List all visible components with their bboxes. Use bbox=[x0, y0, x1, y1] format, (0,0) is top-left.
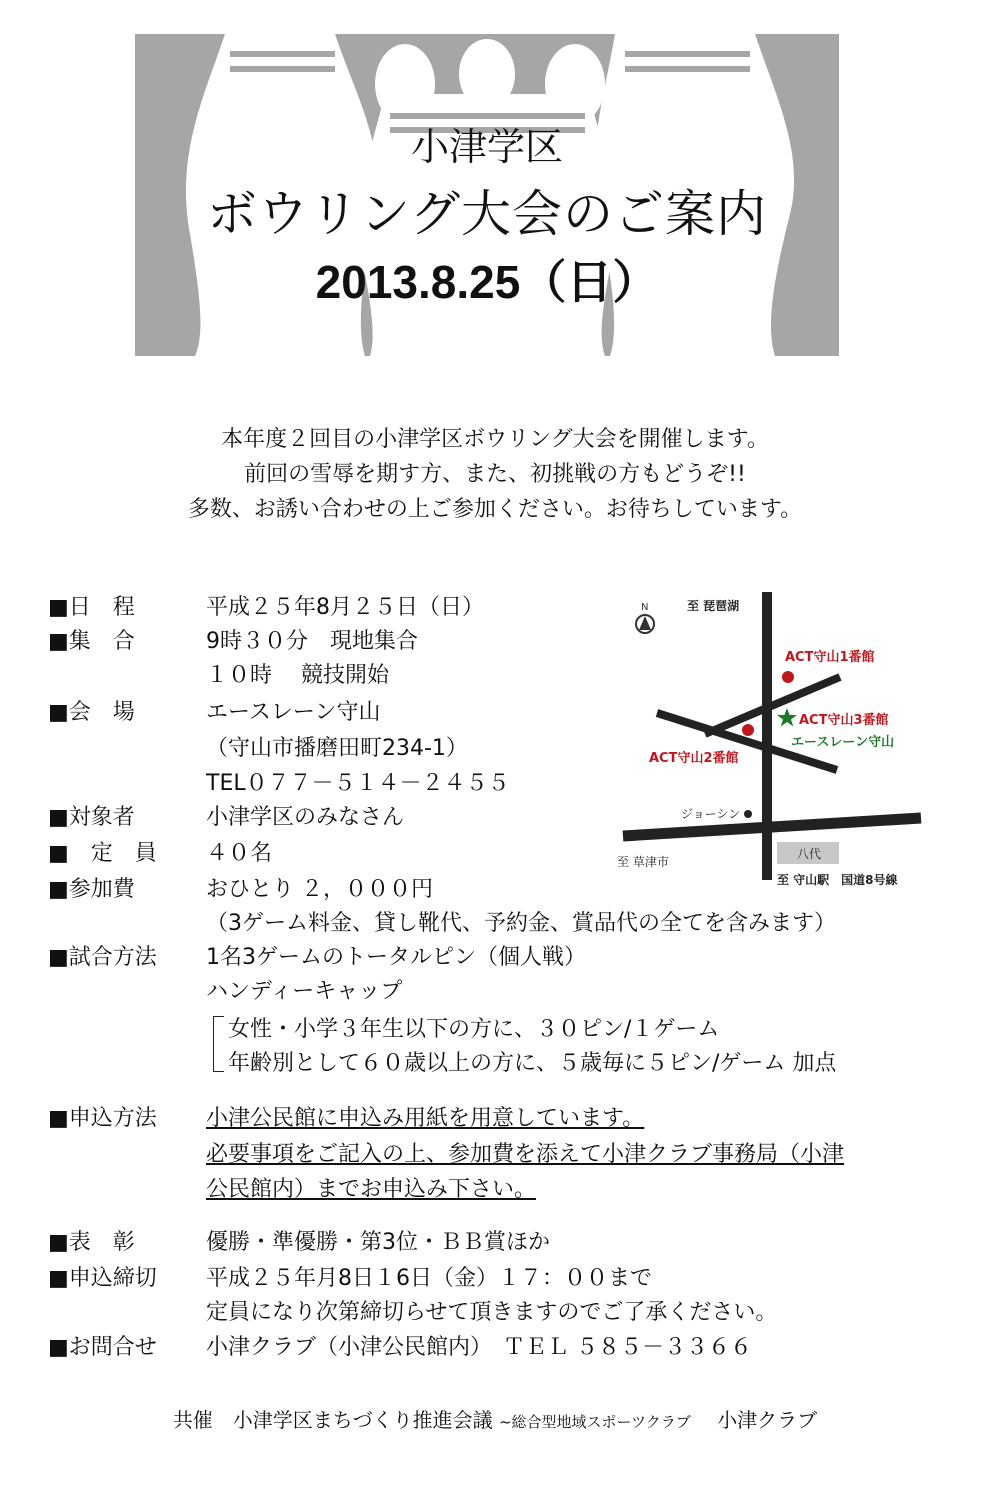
map-act2: ACT守山2番館 bbox=[649, 751, 739, 766]
handicap-title: ハンディーキャップ bbox=[206, 979, 403, 1004]
title-banner bbox=[135, 34, 839, 356]
banner-subtitle: 小津学区 bbox=[410, 125, 563, 169]
map-act3: ACT守山3番館 bbox=[799, 713, 889, 728]
footer-co: 共催 小津学区まちづくり推進会議 bbox=[172, 1408, 493, 1432]
banner-title: ボウリング大会のご案内 bbox=[207, 185, 767, 243]
map-ace-lane: エースレーン守山 bbox=[791, 735, 895, 750]
handicap-rule: 年齢別として６０歳以上の方に、５歳毎に５ピン/ゲーム 加点 bbox=[228, 1051, 837, 1076]
intro-line: 本年度２回目の小津学区ボウリング大会を開催します。 bbox=[221, 427, 769, 452]
joshin-marker-icon bbox=[744, 810, 752, 818]
act2-marker-icon bbox=[742, 724, 754, 736]
footer-sponsors bbox=[0, 1404, 990, 1433]
handicap-bracket bbox=[213, 1016, 224, 1072]
intro-line: 多数、お誘い合わせの上ご参加ください。お待ちしています。 bbox=[187, 497, 803, 522]
gather-label: ■集 合 bbox=[48, 629, 135, 654]
map-to-biwako: 至 琵琶湖 bbox=[687, 599, 740, 613]
star-icon bbox=[777, 708, 797, 727]
venue-map bbox=[615, 588, 925, 888]
schedule-label: ■日 程 bbox=[48, 595, 135, 620]
venue-name: エースレーン守山 bbox=[206, 700, 381, 725]
contact-label: ■お問合せ bbox=[48, 1335, 157, 1360]
method-label: ■試合方法 bbox=[48, 945, 157, 970]
venue-label: ■会 場 bbox=[48, 700, 135, 725]
map-joshin: ジョーシン bbox=[681, 807, 741, 821]
apply-value: 公民館内）までお申込み下さい。 bbox=[206, 1177, 537, 1202]
contact-value: 小津クラブ（小津公民館内） ＴＥＬ ５８５－３３６６ bbox=[206, 1335, 752, 1360]
apply-value: 小津公民館に申込み用紙を用意しています。 bbox=[206, 1106, 645, 1131]
deadline-value: 平成２５年月8日１6日（金）１７：００まで bbox=[206, 1266, 652, 1291]
fee-note: （3ゲーム料金、貸し靴代、予約金、賞品代の全てを含みます） bbox=[206, 911, 836, 936]
target-value: 小津学区のみなさん bbox=[206, 805, 405, 830]
capacity-label: ■ 定 員 bbox=[48, 841, 157, 866]
award-label: ■表 彰 bbox=[48, 1230, 135, 1255]
venue-address: （守山市播磨田町234-1） bbox=[206, 736, 468, 761]
target-label: ■対象者 bbox=[48, 805, 135, 830]
venue-phone: TEL０７７－５１４－２４５５ bbox=[206, 771, 510, 796]
method-value: 1名3ゲームのトータルピン（個人戦） bbox=[206, 945, 586, 970]
intro-line: 前回の雪辱を期す方、また、初挑戦の方もどうぞ!! bbox=[244, 462, 746, 487]
apply-value: 必要事項をご記入の上、参加費を添えて小津クラブ事務局（小津 bbox=[206, 1142, 845, 1167]
start-value: １０時 競技開始 bbox=[206, 663, 389, 688]
map-act1: ACT守山1番館 bbox=[785, 650, 875, 665]
schedule-value: 平成２５年8月２５日（日） bbox=[206, 595, 484, 620]
north-arrow-icon bbox=[639, 616, 651, 630]
map-to-kusatsu: 至 草津市 bbox=[617, 855, 669, 869]
handicap-rule: 女性・小学３年生以下の方に、３０ピン/１ゲーム bbox=[228, 1017, 720, 1042]
capacity-value: ４０名 bbox=[206, 841, 273, 866]
apply-label: ■申込方法 bbox=[48, 1106, 157, 1131]
map-north-label: N bbox=[641, 602, 649, 613]
footer-club: 小津クラブ bbox=[697, 1408, 818, 1432]
deadline-note: 定員になり次第締切らせて頂きますのでご了承ください。 bbox=[206, 1300, 778, 1325]
deadline-label: ■申込締切 bbox=[48, 1266, 157, 1291]
gather-value: 9時３０分 現地集合 bbox=[206, 629, 418, 654]
footer-sports: ~総合型地域スポーツクラブ bbox=[498, 1413, 691, 1431]
banner-date: 2013.8.25（日） bbox=[315, 256, 659, 308]
map-yashiro: 八代 bbox=[797, 847, 822, 861]
intro-text bbox=[0, 422, 990, 527]
fee-value: おひとり ２，０００円 bbox=[206, 877, 433, 902]
award-value: 優勝・準優勝・第3位・ＢＢ賞ほか bbox=[206, 1230, 550, 1255]
act1-marker-icon bbox=[782, 671, 794, 683]
map-to-moriyama: 至 守山駅 国道8号線 bbox=[777, 873, 898, 887]
fee-label: ■参加費 bbox=[48, 877, 135, 902]
